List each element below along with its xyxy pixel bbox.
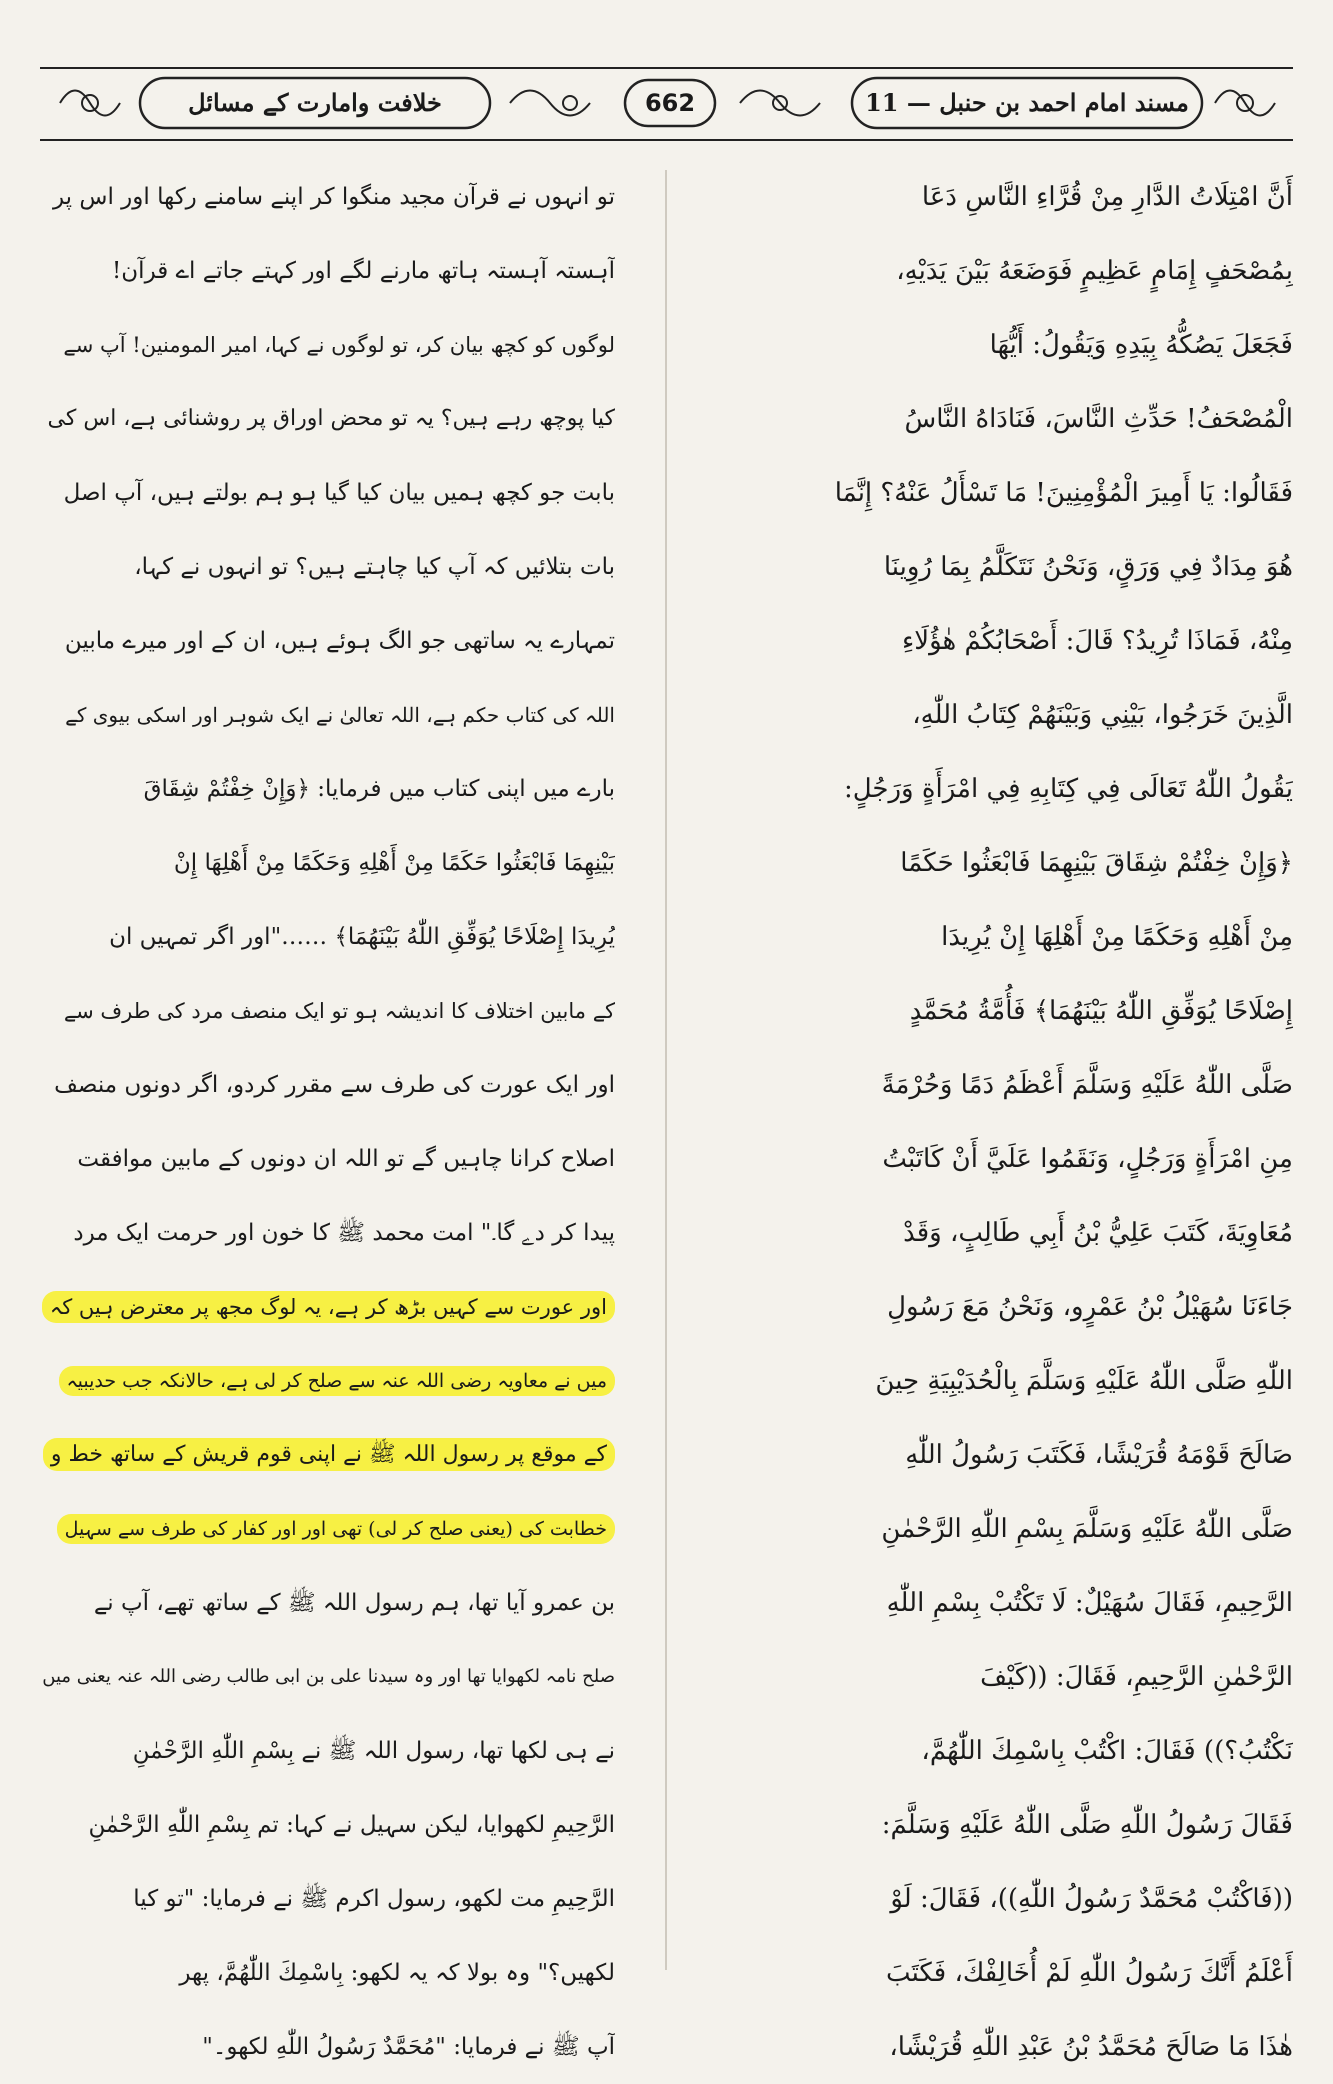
arabic-line: صَلَّى اللّٰهُ عَلَيْهِ وَسَلَّمَ بِسْمِ اللّٰهِ الرَّحْمٰنِ (881, 1514, 1293, 1544)
highlight-marker: کے موقع پر رسول اللہ ﷺ نے اپنی قوم قریش کے ساتھ خط و (43, 1438, 615, 1471)
page-header (40, 58, 1293, 148)
urdu-line-highlighted (40, 1492, 615, 1566)
arabic-line: إِصْلَاحًا يُوَفِّقِ اللّٰهُ بَيْنَهُمَا﴾ فَأُمَّةُ مُحَمَّدٍ (909, 996, 1293, 1026)
urdu-line: بَيْنِهِمَا فَابْعَثُوا حَكَمًا مِنْ أَهْلِهِ وَحَكَمًا مِنْ أَهْلِهَا إِنْ (173, 850, 615, 876)
arabic-line: هٰذَا مَا صَالَحَ مُحَمَّدُ بْنُ عَبْدِ اللّٰهِ قُرَيْشًا، (889, 2032, 1293, 2062)
urdu-line-highlighted (40, 1270, 615, 1344)
arabic-text-column (718, 160, 1293, 2084)
arabic-line: مِنْهُ، فَمَاذَا تُرِيدُ؟ قَالَ: أَصْحَابُكُمْ هٰؤُلَاءِ (902, 626, 1293, 656)
urdu-line: پیدا کر دے گا۔" امت محمد ﷺ کا خون اور حرمت ایک مرد (73, 1220, 615, 1246)
urdu-line: بابت جو کچھ ہمیں بیان کیا گیا ہو ہم بولتے ہیں، آپ اصل (63, 480, 615, 506)
urdu-line: نے ہی لکھا تھا، رسول اللہ ﷺ نے بِسْمِ اللّٰهِ الرَّحْمٰنِ (132, 1738, 615, 1764)
chapter-title: خلافت وامارت کے مسائل (188, 88, 442, 117)
urdu-line: صلح نامہ لکھوایا تھا اور وہ سیدنا علی بن ابی طالب رضی اللہ عنہ یعنی میں (42, 1666, 615, 1687)
arabic-line: جَاءَنَا سُهَيْلُ بْنُ عَمْرٍو، وَنَحْنُ مَعَ رَسُولِ (887, 1292, 1293, 1322)
arabic-line: أَعْلَمُ أَنَّكَ رَسُولُ اللّٰهِ لَمْ أُخَالِفْكَ، فَكَتَبَ (886, 1958, 1293, 1988)
arabic-line: ((فَاكْتُبْ مُحَمَّدٌ رَسُولُ اللّٰهِ))، فَقَالَ: لَوْ (890, 1884, 1293, 1914)
arabic-line: مِنْ أَهْلِهِ وَحَكَمًا مِنْ أَهْلِهَا إِنْ يُرِيدَا (941, 922, 1293, 952)
arabic-line: الرَّحْمٰنِ الرَّحِيمِ، فَقَالَ: ((كَيْفَ (980, 1662, 1293, 1692)
arabic-line: فَجَعَلَ يَصُكُّهُ بِيَدِهِ وَيَقُولُ: أَيُّهَا (989, 330, 1293, 360)
urdu-line: بات بتلائیں کہ آپ کیا چاہتے ہیں؟ تو انہوں نے کہا، (134, 554, 615, 580)
arabic-line: صَلَّى اللّٰهُ عَلَيْهِ وَسَلَّمَ أَعْظَمُ دَمًا وَحُرْمَةً (881, 1070, 1293, 1100)
urdu-line: تو انہوں نے قرآن مجید منگوا کر اپنے سامنے رکھا اور اس پر (52, 184, 615, 210)
urdu-line: يُرِيدَا إِصْلَاحًا يُوَفِّقِ اللّٰهُ بَيْنَهُمَا﴾ ……"اور اگر تمہیں ان (109, 924, 615, 950)
urdu-line: کے مابین اختلاف کا اندیشہ ہو تو ایک منصف مرد کی طرف سے (63, 999, 615, 1023)
urdu-line: بارے میں اپنی کتاب میں فرمایا: ﴿وَإِنْ خِفْتُمْ شِقَاقَ (143, 776, 615, 802)
arabic-line: هُوَ مِدَادٌ فِي وَرَقٍ، وَنَحْنُ نَتَكَلَّمُ بِمَا رُوِينَا (883, 552, 1293, 582)
arabic-line: فَقَالَ رَسُولُ اللّٰهِ صَلَّى اللّٰهُ عَلَيْهِ وَسَلَّمَ: (881, 1810, 1293, 1840)
urdu-line: الرَّحِيمِ مت لکھو، رسول اکرم ﷺ نے فرمایا: "تو کیا (133, 1886, 615, 1912)
urdu-line: آپ ﷺ نے فرمایا: "مُحَمَّدٌ رَسُولُ اللّٰهِ لکھو۔" (202, 2034, 615, 2060)
urdu-line: لکھیں؟" وہ بولا کہ یہ لکھو: بِاسْمِكَ اللّٰهُمَّ، پھر (179, 1960, 615, 1986)
book-title: مسند امام احمد بن حنبل — 11 (865, 88, 1189, 117)
arabic-line: نَكْتُبُ؟)) فَقَالَ: اكْتُبْ بِاسْمِكَ اللّٰهُمَّ، (921, 1736, 1293, 1766)
highlight-marker: خطابت کی (یعنی صلح کر لی) تھی اور اور کفار کی طرف سے سہیل (57, 1514, 615, 1544)
arabic-line: الَّذِينَ خَرَجُوا، بَيْنِي وَبَيْنَهُمْ كِتَابُ اللّٰهِ، (912, 700, 1293, 730)
urdu-line: لوگوں کو کچھ بیان کر، تو لوگوں نے کہا، امیر المومنین! آپ سے (63, 333, 615, 357)
urdu-line-highlighted (40, 1344, 615, 1418)
column-divider (665, 170, 667, 1970)
arabic-line: ﴿وَإِنْ خِفْتُمْ شِقَاقَ بَيْنِهِمَا فَابْعَثُوا حَكَمًا (900, 848, 1293, 878)
arabic-line: يَقُولُ اللّٰهُ تَعَالَى فِي كِتَابِهِ فِي امْرَأَةٍ وَرَجُلٍ: (843, 774, 1293, 804)
arabic-line: مِنِ امْرَأَةٍ وَرَجُلٍ، وَنَقَمُوا عَلَيَّ أَنْ كَاتَبْتُ (882, 1144, 1293, 1174)
page-number: 662 (644, 89, 696, 117)
arabic-line: مُعَاوِيَةَ، كَتَبَ عَلِيُّ بْنُ أَبِي طَالِبٍ، وَقَدْ (903, 1218, 1293, 1248)
urdu-line-highlighted (40, 1418, 615, 1492)
highlight-marker: اور عورت سے کہیں بڑھ کر ہے، یہ لوگ مجھ پر معترض ہیں کہ (42, 1291, 615, 1323)
arabic-line: الرَّحِيمِ، فَقَالَ سُهَيْلٌ: لَا تَكْتُبْ بِسْمِ اللّٰهِ (886, 1588, 1293, 1618)
arabic-line: صَالَحَ قَوْمَهُ قُرَيْشًا، فَكَتَبَ رَسُولُ اللّٰهِ (905, 1440, 1293, 1470)
urdu-line: بن عمرو آیا تھا، ہم رسول اللہ ﷺ کے ساتھ تھے، آپ نے (93, 1590, 615, 1616)
urdu-translation-column (40, 160, 615, 2084)
urdu-line: اور ایک عورت کی طرف سے مقرر کردو، اگر دونوں منصف (54, 1072, 615, 1098)
urdu-line: کیا پوچھ رہے ہیں؟ یہ تو محض اوراق پر روشنائی ہے، اس کی (47, 406, 615, 431)
urdu-line: اصلاح کرانا چاہیں گے تو اللہ ان دونوں کے مابین موافقت (77, 1146, 615, 1172)
arabic-line: فَقَالُوا: يَا أَمِيرَ الْمُؤْمِنِينَ! مَا تَسْأَلُ عَنْهُ؟ إِنَّمَا (834, 478, 1293, 508)
arabic-line: الْمُصْحَفُ! حَدِّثِ النَّاسَ، فَنَادَاهُ النَّاسُ (904, 404, 1293, 434)
highlight-marker: میں نے معاویہ رضی اللہ عنہ سے صلح کر لی ہے، حالانکہ جب حدیبیہ (59, 1366, 615, 1396)
urdu-line: تمہارے یہ ساتھی جو الگ ہوئے ہیں، ان کے اور میرے مابین (64, 628, 615, 654)
urdu-line: الرَّحِيمِ لکھوایا، لیکن سہیل نے کہا: تم بِسْمِ اللّٰهِ الرَّحْمٰنِ (88, 1812, 615, 1838)
urdu-line: آہستہ آہستہ ہاتھ مارنے لگے اور کہتے جاتے اے قرآن! (112, 258, 615, 284)
arabic-line: بِمُصْحَفٍ إِمَامٍ عَظِيمٍ فَوَضَعَهُ بَيْنَ يَدَيْهِ، (896, 256, 1293, 286)
arabic-line: اللّٰهِ صَلَّى اللّٰهُ عَلَيْهِ وَسَلَّمَ بِالْحُدَيْبِيَةِ حِينَ (875, 1366, 1293, 1396)
urdu-line: اللہ کی کتاب حکم ہے، اللہ تعالیٰ نے ایک شوہر اور اسکی بیوی کے (65, 703, 615, 727)
arabic-line: أَنَّ امْتِلَاتُ الدَّارِ مِنْ قُرَّاءِ النَّاسِ دَعَا (921, 182, 1293, 212)
